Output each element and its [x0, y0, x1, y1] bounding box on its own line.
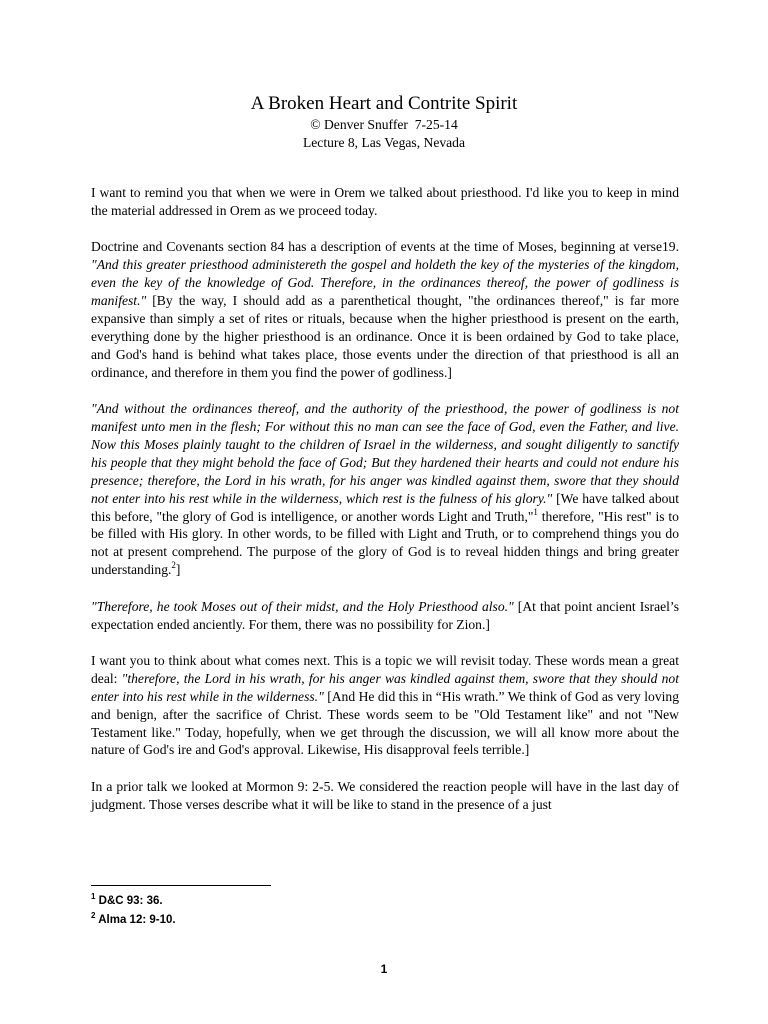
paragraph-text: Doctrine and Covenants section 84 has a description of events at the time of Moses, beginning at verse19.	[91, 239, 679, 255]
paragraph-2	[91, 238, 679, 381]
footnote-number: 2	[91, 911, 96, 920]
paragraph-text: therefore, "His rest" is to be filled with His glory. In other words, to be filled with Light and Truth, or to comprehend things you do not at present comprehend. The purpose of the glory of God is to reveal hidden things and bring greater understanding.	[91, 508, 679, 578]
paragraph-6	[91, 778, 679, 814]
paragraph-text: [At that point ancient Israel’s expectation ended anciently. For them, there was no possibility for Zion.]	[91, 598, 679, 632]
page-number: 1	[380, 962, 388, 976]
document-body	[91, 184, 679, 832]
paragraph-text: [By the way, I should add as a parenthetical thought, "the ordinances thereof," is far more expansive than simply a set of rites or rituals, because when the higher priesthood is present on the earth, everything done by the higher priesthood is an ordinance. Once it is been ordained by God to take place, and God's hand is behind what takes place, those events under the direction of that priesthood is all an ordinance, and therefore in them you find the power of godliness.]	[91, 293, 679, 380]
paragraph-text: I want you to think about what comes next. This is a topic we will revisit today. These words mean a great deal:	[91, 652, 679, 686]
scripture-quote: "therefore, the Lord in his wrath, for his anger was kindled against them, swore that they should not enter into his rest while in the wilderness."	[91, 670, 679, 704]
paragraph-5	[91, 652, 679, 759]
document-title: A Broken Heart and Contrite Spirit	[250, 93, 518, 114]
footnote-number: 1	[91, 892, 96, 901]
paragraph-text: In a prior talk we looked at Mormon 9: 2-5. We considered the reaction people will have in the last day of judgment. Those verses describe what it will be like to stand in the presence of a just	[91, 778, 679, 812]
paragraph-4	[91, 598, 679, 634]
scripture-quote: "Therefore, he took Moses out of their midst, and the Holy Priesthood also."	[91, 598, 514, 614]
footnotes	[91, 892, 176, 930]
footnote-ref-1[interactable]: 1	[533, 506, 538, 517]
lecture-venue-line: Lecture 8, Las Vegas, Nevada	[302, 135, 466, 150]
scripture-quote: "And without the ordinances thereof, and the authority of the priesthood, the power of godliness is not manifest unto men in the flesh; For without this no man can see the face of God, even the Father, and live. Now this Moses plainly taught to the children of Israel in the wilderness, and sought diligently to sanctify his people that they might behold the face of God; But they hardened their hearts and could not endure his presence; therefore, the Lord in his wrath, for his anger was kindled against them, swore that they should not enter into his rest while in the wilderness, which rest is the fulness of his glory."	[91, 401, 679, 506]
paragraph-text: ]	[175, 562, 181, 578]
footnote-ref-2[interactable]: 2	[171, 560, 176, 571]
author-date-line: © Denver Snuffer 7-25-14	[310, 117, 458, 132]
footnote-2	[91, 911, 176, 930]
document-header	[0, 92, 768, 152]
paragraph-1	[91, 184, 679, 220]
paragraph-3	[91, 400, 679, 579]
footnote-text: D&C 93: 36.	[98, 895, 163, 907]
paragraph-text: [We have talked about this before, "the glory of God is intelligence, or another words Light and Truth,"	[91, 490, 679, 524]
footnote-1	[91, 892, 176, 911]
paragraph-text: I want to remind you that when we were in Orem we talked about priesthood. I'd like you to keep in mind the material addressed in Orem as we proceed today.	[91, 185, 679, 218]
footnote-text: Alma 12: 9-10.	[98, 914, 176, 926]
paragraph-text: [And He did this in “His wrath.” We think of God as very loving and benign, after the sacrifice of Christ. These words seem to be "Old Testament like" and not "New Testament like." Today, hopefully, when we get through the discussion, we will all know more about the nature of God's ire and God's approval. Likewise, His disapproval feels terrible.]	[91, 688, 679, 758]
footnote-divider	[91, 885, 271, 886]
scripture-quote: "And this greater priesthood administereth the gospel and holdeth the key of the mysteries of the kingdom, even the key of the knowledge of God. Therefore, in the ordinances thereof, the power of godliness is manifest."	[91, 257, 679, 309]
